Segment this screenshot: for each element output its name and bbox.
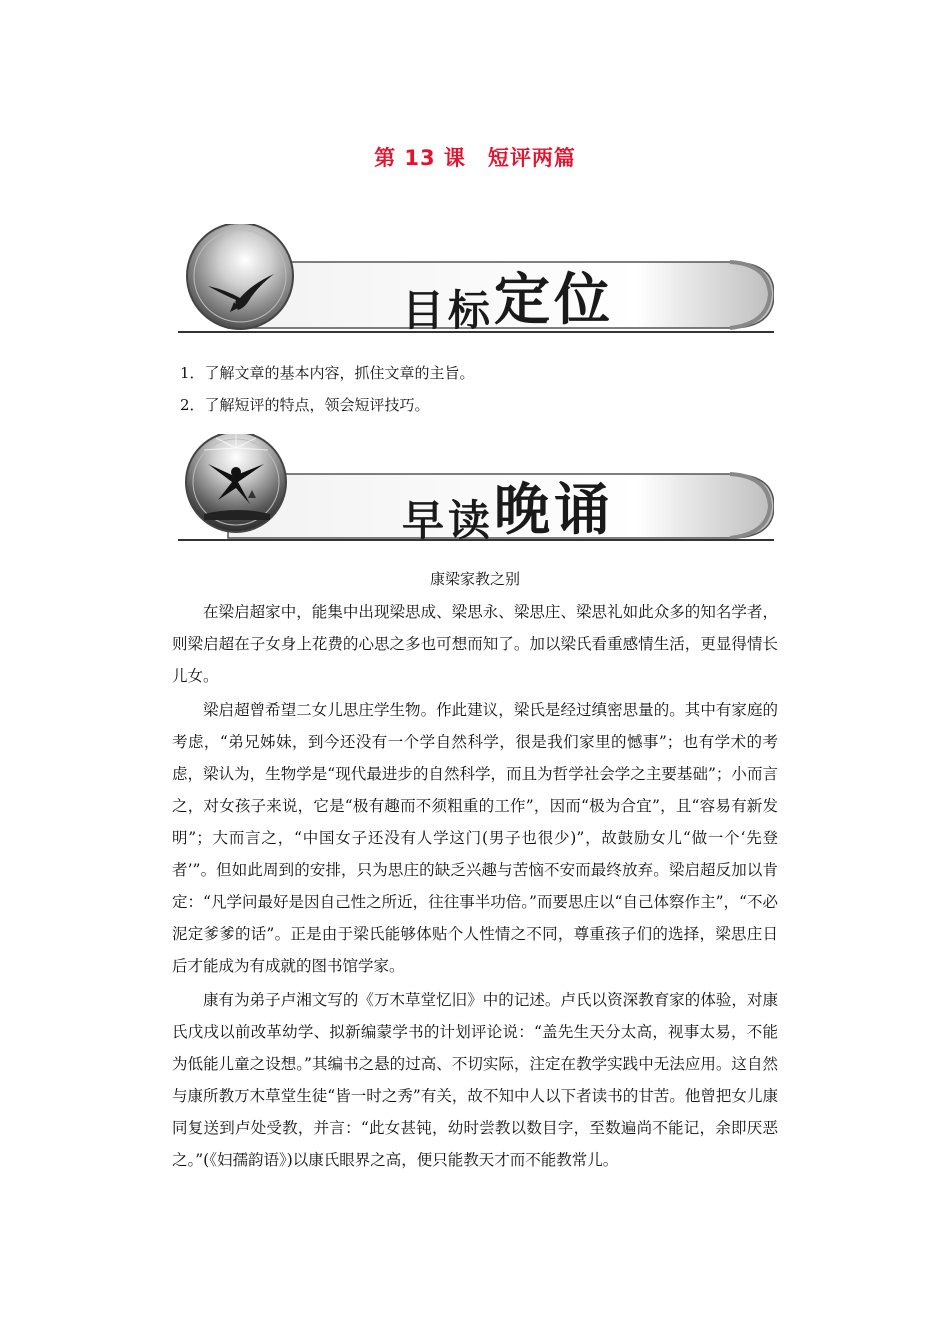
article-paragraph: 梁启超曾希望二女儿思庄学生物。作此建议，梁氏是经过缜密思量的。其中有家庭的考虑，“弟兄姊妹，到今还没有一个学自然科学，很是我们家里的憾事”；也有学术的考虑，梁认为，生物学是“现代最进步的自然科学，而且为哲学社会学之主要基础”；小而言之，对女孩子来说，它是“极有趣而不须粗重的工作”，因而“极为合宜”，且“容易有新发明”；大而言之，“中国女子还没有人学这门(男子也很少)”，故鼓励女儿“做一个‘先登者’”。但如此周到的安排，只为思庄的缺乏兴趣与苦恼不安而最终放弃。梁启超反加以肯定：“凡学问最好是因自己性之所近，往往事半功倍。”而要思庄以“自己体察作主”，“不必泥定爹爹的话”。正是由于梁氏能够体贴个人性情之不同，尊重孩子们的选择，梁思庄日后才能成为有成就的图书馆学家。	[172, 701, 778, 975]
article-paragraph: 在梁启超家中，能集中出现梁思成、梁思永、梁思庄、梁思礼如此众多的知名学者，则梁启超在子女身上花费的心思之多也可想而知了。加以梁氏看重感情生活，更显得情长儿女。	[172, 603, 778, 685]
banner-text-a: 目标	[402, 286, 495, 335]
banner-text-b: 晚诵	[494, 477, 615, 543]
article-body	[172, 596, 778, 1176]
banner-title-reading	[402, 472, 614, 552]
lesson-topic: 短评两篇	[487, 146, 576, 170]
lesson-title	[0, 142, 950, 172]
objectives-list	[180, 357, 475, 421]
banner-text-a: 早读	[402, 496, 495, 545]
article-title: 康梁家教之别	[429, 570, 520, 588]
lesson-number: 第 13 课	[374, 146, 466, 170]
objective-item: 2．了解短评的特点，领会短评技巧。	[180, 396, 430, 414]
section-banner-reading	[178, 434, 774, 546]
objective-item: 1．了解文章的基本内容，抓住文章的主旨。	[180, 364, 475, 382]
article-paragraph: 康有为弟子卢湘文写的《万木草堂忆旧》中的记述。卢氏以资深教育家的体验，对康氏戊戌以前改革幼学、拟新编蒙学书的计划评论说：“盖先生天分太高，视事太易，不能为低能儿童之设想。”其编书之悬的过高、不切实际，注定在教学实践中无法应用。这自然与康所教万木草堂生徒“皆一时之秀”有关，故不知中人以下者读书的甘苦。他曾把女儿康同复送到卢处受教，并言：“此女甚钝，幼时尝教以数目字，至数遍尚不能记，余即厌恶之。”(《妇孺韵语》)以康氏眼界之高，便只能教天才而不能教常儿。	[172, 991, 778, 1169]
section-banner-goals	[178, 224, 774, 336]
banner-title-goals	[402, 262, 614, 342]
banner-text-b: 定位	[494, 267, 615, 333]
